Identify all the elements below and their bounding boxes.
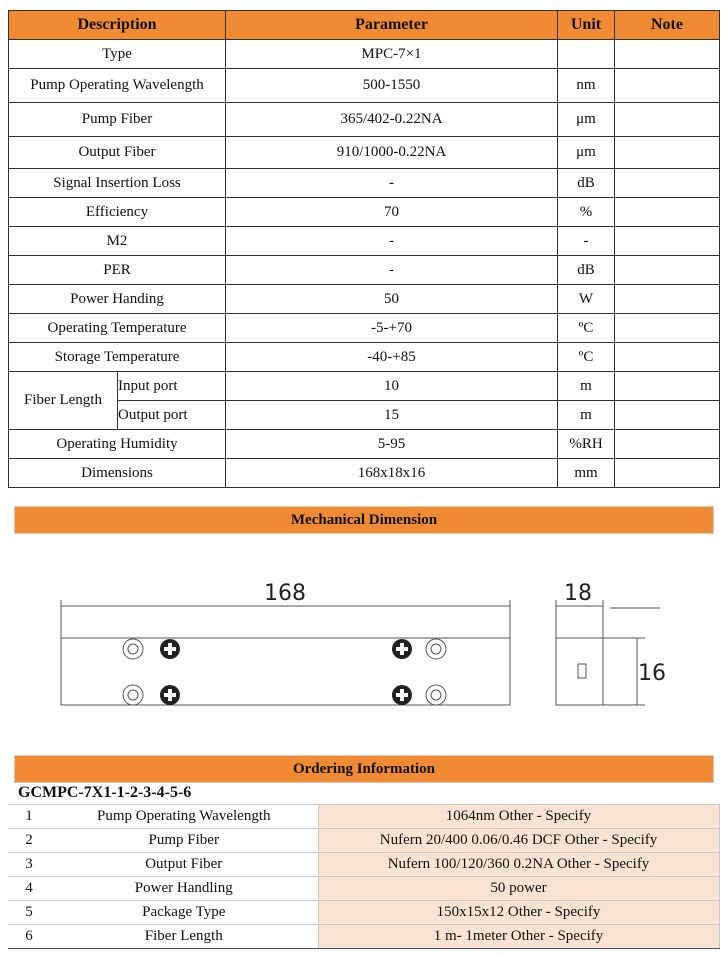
order-row-value: 1064nm Other - Specify	[318, 805, 719, 829]
row-note	[615, 103, 720, 137]
row-description: M2	[9, 227, 226, 256]
mechanical-drawing	[0, 560, 728, 720]
row-parameter: 500-1550	[226, 69, 558, 103]
table-row	[9, 69, 720, 103]
row-parameter: 70	[226, 198, 558, 227]
order-row-item: Power Handling	[50, 877, 318, 901]
row-note	[615, 459, 720, 488]
order-row-value: Nufern 100/120/360 0.2NA Other - Specify	[318, 853, 719, 877]
row-parameter: 50	[226, 285, 558, 314]
header-note: Note	[615, 11, 720, 40]
row-unit: μm	[558, 137, 615, 169]
row-parameter: -40-+85	[226, 343, 558, 372]
input-port-parameter: 10	[226, 372, 558, 401]
table-row	[8, 829, 719, 853]
row-note	[615, 430, 720, 459]
order-row-value: 50 power	[318, 877, 719, 901]
table-row	[9, 256, 720, 285]
order-row-item: Fiber Length	[50, 925, 318, 949]
row-description: Operating Humidity	[9, 430, 226, 459]
header-unit: Unit	[558, 11, 615, 40]
table-row	[9, 169, 720, 198]
row-note	[615, 227, 720, 256]
row-parameter: -	[226, 256, 558, 285]
table-row	[9, 198, 720, 227]
mechanical-dimension-header: Mechanical Dimension	[14, 506, 714, 534]
order-row-item: Output Fiber	[50, 853, 318, 877]
order-row-item: Pump Fiber	[50, 829, 318, 853]
table-row	[8, 877, 719, 901]
row-description: Type	[9, 40, 226, 69]
row-note	[615, 372, 720, 401]
row-description: Output Fiber	[9, 137, 226, 169]
order-row-number: 4	[8, 877, 50, 901]
dimension-length-label: 168	[264, 581, 306, 606]
device-body-side	[556, 638, 603, 705]
row-unit: dB	[558, 256, 615, 285]
table-row	[9, 343, 720, 372]
dimension-width-label: 18	[564, 581, 592, 606]
row-unit: dB	[558, 169, 615, 198]
screw-icon	[160, 685, 180, 705]
row-description: Pump Fiber	[9, 103, 226, 137]
input-port-label: Input port	[118, 372, 225, 401]
table-row	[9, 430, 720, 459]
row-note	[615, 198, 720, 227]
row-parameter: 910/1000-0.22NA	[226, 137, 558, 169]
order-row-number: 6	[8, 925, 50, 949]
fiber-length-group	[9, 372, 226, 430]
fiber-length-label: Fiber Length	[24, 392, 102, 408]
row-description: Operating Temperature	[9, 314, 226, 343]
table-row	[9, 314, 720, 343]
row-parameter: 5-95	[226, 430, 558, 459]
row-description: Efficiency	[9, 198, 226, 227]
output-port-parameter: 15	[226, 401, 558, 430]
row-unit: nm	[558, 69, 615, 103]
row-note	[615, 314, 720, 343]
row-description: Signal Insertion Loss	[9, 169, 226, 198]
output-port-unit: m	[558, 401, 615, 430]
row-unit: μm	[558, 103, 615, 137]
screw-icon	[392, 639, 412, 659]
row-note	[615, 137, 720, 169]
order-row-number: 3	[8, 853, 50, 877]
table-row	[9, 40, 720, 69]
table-row	[9, 459, 720, 488]
order-row-number: 2	[8, 829, 50, 853]
table-row	[8, 901, 719, 925]
order-row-number: 1	[8, 805, 50, 829]
ordering-information-header: Ordering Information	[14, 755, 714, 783]
table-row	[9, 103, 720, 137]
order-code: GCMPC-7X1-1-2-3-4-5-6	[18, 784, 192, 801]
spec-header-row	[9, 11, 720, 40]
screw-icon	[392, 685, 412, 705]
row-unit: -	[558, 227, 615, 256]
spec-table	[8, 10, 720, 488]
row-unit: mm	[558, 459, 615, 488]
output-port-label: Output port	[118, 407, 188, 423]
table-row	[9, 372, 720, 401]
row-unit: %RH	[558, 430, 615, 459]
row-unit	[558, 40, 615, 69]
ordering-table	[8, 804, 720, 949]
table-row	[8, 853, 719, 877]
order-row-value: 150x15x12 Other - Specify	[318, 901, 719, 925]
row-parameter: -	[226, 227, 558, 256]
row-description: PER	[9, 256, 226, 285]
header-description: Description	[9, 11, 226, 40]
row-note	[615, 343, 720, 372]
table-row	[8, 925, 719, 949]
order-row-value: Nufern 20/400 0.06/0.46 DCF Other - Specify	[318, 829, 719, 853]
row-unit: W	[558, 285, 615, 314]
row-note	[615, 256, 720, 285]
row-note	[615, 285, 720, 314]
row-unit: ºC	[558, 343, 615, 372]
table-row	[8, 805, 719, 829]
order-row-value: 1 m- 1meter Other - Specify	[318, 925, 719, 949]
table-row	[9, 227, 720, 256]
row-note	[615, 401, 720, 430]
row-unit: %	[558, 198, 615, 227]
order-row-item: Pump Operating Wavelength	[50, 805, 318, 829]
row-parameter: MPC-7×1	[226, 40, 558, 69]
header-parameter: Parameter	[226, 11, 558, 40]
row-note	[615, 69, 720, 103]
order-row-number: 5	[8, 901, 50, 925]
screw-icon	[160, 639, 180, 659]
row-note	[615, 169, 720, 198]
input-port-unit: m	[558, 372, 615, 401]
table-row	[9, 137, 720, 169]
row-description: Dimensions	[9, 459, 226, 488]
row-description: Power Handing	[9, 285, 226, 314]
dimension-height-label: 16	[638, 661, 666, 686]
row-parameter: 365/402-0.22NA	[226, 103, 558, 137]
row-parameter: -5-+70	[226, 314, 558, 343]
row-description: Storage Temperature	[9, 343, 226, 372]
order-row-item: Package Type	[50, 901, 318, 925]
row-note	[615, 40, 720, 69]
row-unit: ºC	[558, 314, 615, 343]
row-description: Pump Operating Wavelength	[9, 69, 226, 103]
row-parameter: 168x18x16	[226, 459, 558, 488]
fiber-length-ports	[117, 372, 225, 429]
row-parameter: -	[226, 169, 558, 198]
table-row	[9, 285, 720, 314]
